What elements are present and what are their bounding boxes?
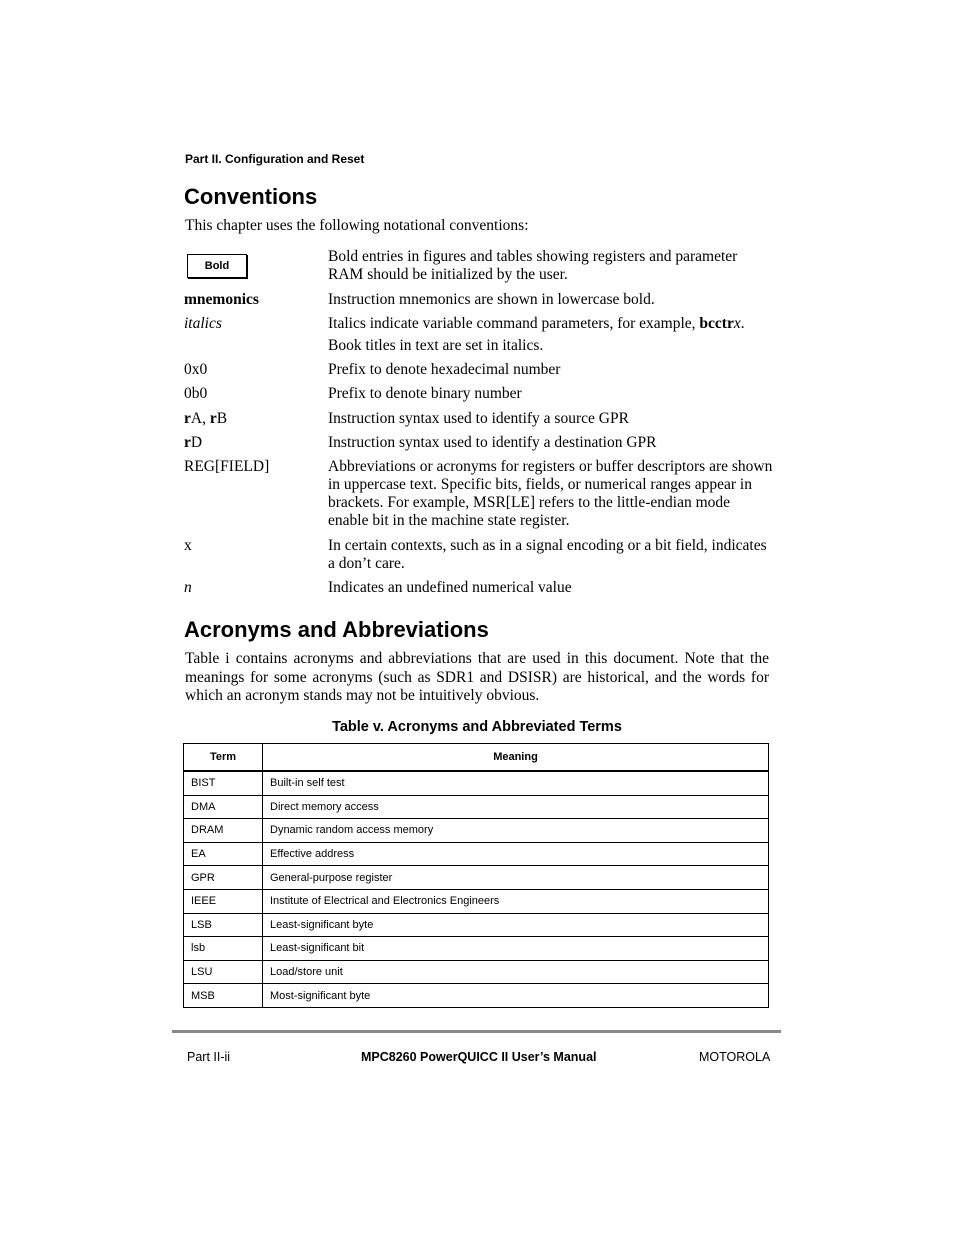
meaning-cell: Most-significant byte [263,984,769,1008]
term-cell: DRAM [184,819,263,843]
acronyms-intro: Table i contains acronyms and abbreviations that are used in this document. Note that the meanings for some acronyms (such as SDR1 and DSISR) are historical, and the words for which an acronym stands may not be intuitively obvious. [185,650,769,704]
conventions-list [184,248,774,603]
convention-row-hex [184,361,774,385]
convention-row-bold [184,248,774,292]
acronyms-heading: Acronyms and Abbreviations [184,617,489,642]
meaning-cell: Load/store unit [263,960,769,984]
footer-company: MOTOROLA [699,1050,771,1064]
term-cell: BIST [184,771,263,795]
meaning-cell: Effective address [263,842,769,866]
term-cell: lsb [184,937,263,961]
convention-desc: Abbreviations or acronyms for registers or buffer descriptors are shown in uppercase text. Specific bits, fields, or numerical ranges appear in brackets. For example, MSR[LE] refers to the little-endian mode enable bit in the machine state register. [328,458,773,529]
footer-manual-title: MPC8260 PowerQUICC II User’s Manual [361,1050,597,1064]
convention-term: mnemonics [184,291,259,308]
convention-row-source-gpr [184,410,774,434]
table-row [184,771,769,795]
convention-term: 0x0 [184,361,208,378]
table-row [184,866,769,890]
convention-desc: Instruction mnemonics are shown in lowercase bold. [328,291,655,308]
meaning-cell: Built-in self test [263,771,769,795]
convention-row-reg-field [184,458,774,537]
convention-term: n [184,579,192,596]
running-header: Part II. Configuration and Reset [185,152,365,166]
convention-term: x [184,537,192,554]
meaning-cell: Least-significant byte [263,913,769,937]
acronyms-table [183,743,769,1008]
bold-sample-box: Bold [187,254,247,278]
column-header-meaning: Meaning [263,744,769,772]
convention-row-dont-care [184,537,774,579]
table-row [184,889,769,913]
column-header-term: Term [184,744,263,772]
convention-desc: Prefix to denote hexadecimal number [328,361,561,378]
table-row [184,842,769,866]
footer-divider [172,1030,781,1033]
convention-term: REG[FIELD] [184,458,270,475]
table-row [184,984,769,1008]
term-cell: DMA [184,795,263,819]
conventions-intro: This chapter uses the following notational conventions: [185,217,529,234]
convention-row-mnemonics [184,291,774,315]
convention-row-italics [184,315,774,361]
table-row [184,795,769,819]
term-cell: EA [184,842,263,866]
table-row [184,913,769,937]
convention-row-dest-gpr [184,434,774,458]
convention-term: italics [184,315,222,332]
meaning-cell: Dynamic random access memory [263,819,769,843]
convention-row-undefined [184,579,774,603]
convention-desc: Instruction syntax used to identify a source GPR [328,410,629,427]
convention-desc: Indicates an undefined numerical value [328,579,572,596]
convention-desc: Italics indicate variable command parameters, for example, bcctrx. Book titles in text are set in italics. [328,315,745,354]
convention-desc: Bold entries in figures and tables showing registers and parameter RAM should be initialized by the user. [328,248,738,283]
convention-term: 0b0 [184,385,208,402]
table-row [184,937,769,961]
meaning-cell: Direct memory access [263,795,769,819]
convention-desc: Prefix to denote binary number [328,385,522,402]
conventions-heading: Conventions [184,184,318,209]
convention-desc: In certain contexts, such as in a signal encoding or a bit field, indicates a don’t care. [328,537,767,572]
table-caption: Table v. Acronyms and Abbreviated Terms [332,719,622,735]
convention-term: rA, rB [184,410,228,427]
table-header-row [184,744,769,772]
convention-desc: Instruction syntax used to identify a destination GPR [328,434,657,451]
meaning-cell: Institute of Electrical and Electronics Engineers [263,889,769,913]
term-cell: LSB [184,913,263,937]
meaning-cell: Least-significant bit [263,937,769,961]
term-cell: LSU [184,960,263,984]
meaning-cell: General-purpose register [263,866,769,890]
term-cell: GPR [184,866,263,890]
convention-row-binary [184,385,774,410]
term-cell: MSB [184,984,263,1008]
table-row [184,960,769,984]
convention-term: rD [184,434,203,451]
table-row [184,819,769,843]
footer-page-number: Part II-ii [187,1050,231,1064]
term-cell: IEEE [184,889,263,913]
